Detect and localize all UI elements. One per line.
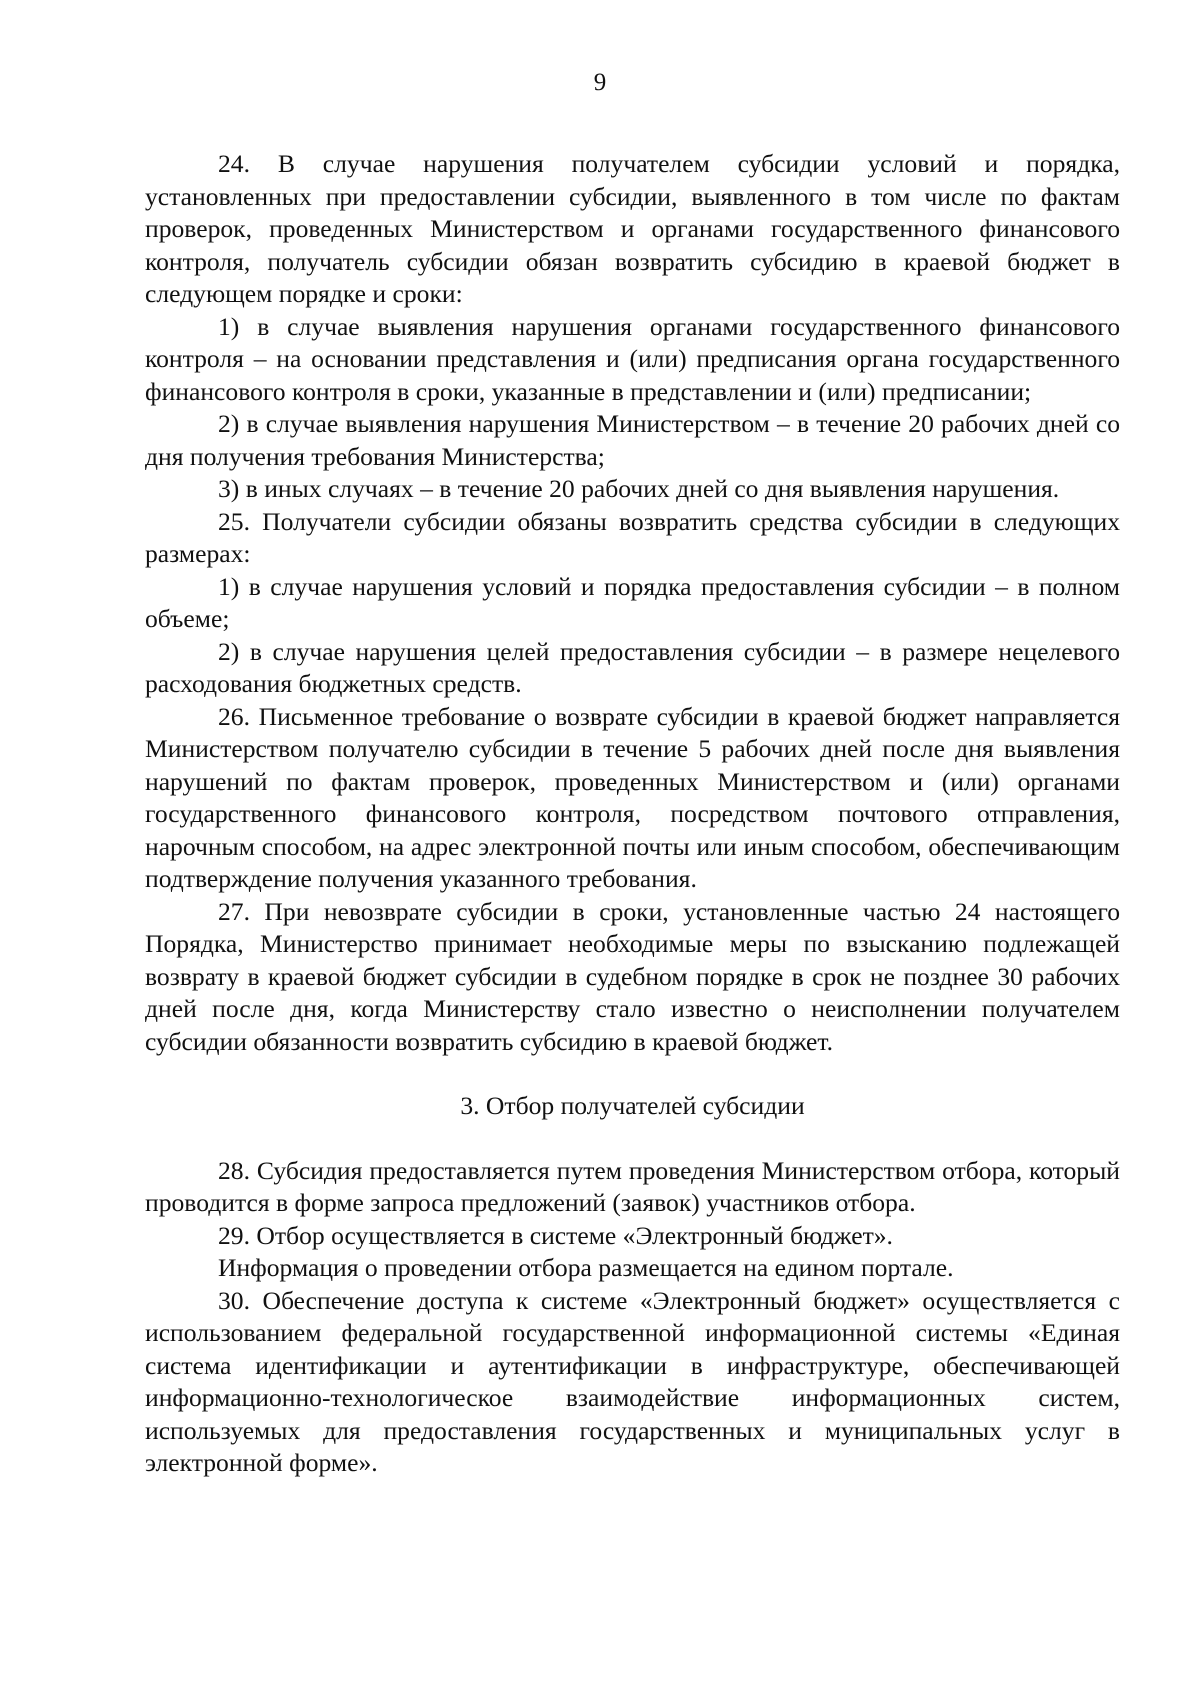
paragraph-24-item-2: 2) в случае выявления нарушения Министерством – в течение 20 рабочих дней со дня получения требования Министерства;: [145, 409, 1120, 471]
paragraph-25-item-1: 1) в случае нарушения условий и порядка предоставления субсидии – в полном объеме;: [145, 571, 1120, 633]
paragraph-28: 28. Субсидия предоставляется путем проведения Министерством отбора, который проводится в форме запроса предложений (заявок) участников отбора.: [145, 1155, 1120, 1217]
paragraph-24-item-1: 1) в случае выявления нарушения органами государственного финансового контроля – на основании представления и (или) предписания органа государственного финансового контроля в сроки, указанные в представлении и (или) предписании;: [145, 311, 1120, 406]
paragraph-27: 27. При невозврате субсидии в сроки, установленные частью 24 настоящего Порядка, Министерство принимает необходимые меры по взысканию подлежащей возврату в краевой бюджет субсидии в судебном порядке в срок не позднее 30 рабочих дней после дня, когда Министерству стало известно о неисполнении получателем субсидии обязанности возвратить субсидию в краевой бюджет.: [145, 896, 1120, 1056]
paragraph-29-info: Информация о проведении отбора размещается на едином портале.: [218, 1253, 954, 1282]
paragraph-25-item-2: 2) в случае нарушения целей предоставления субсидии – в размере нецелевого расходования бюджетных средств.: [145, 636, 1120, 698]
page-number: 9: [593, 69, 607, 96]
paragraph-29: 29. Отбор осуществляется в системе «Электронный бюджет».: [218, 1220, 893, 1250]
document-body: [145, 148, 1120, 1480]
paragraph-24: 24. В случае нарушения получателем субсидии условий и порядка, установленных при предоставлении субсидии, выявленного в том числе по фактам проверок, проведенных Министерством и органами государственного финансового контроля, получатель субсидии обязан возвратить субсидию в краевой бюджет в следующем порядке и сроки:: [145, 149, 1120, 308]
paragraph-24-item-3: 3) в иных случаях – в течение 20 рабочих дней со дня выявления нарушения.: [218, 474, 1060, 503]
paragraph-30: 30. Обеспечение доступа к системе «Электронный бюджет» осуществляется с использованием федеральной государственной информационной системы «Единая система идентификации и аутентификации в инфраструктуре, обеспечивающей информационно-технологическое взаимодействие информационных систем, используемых для предоставления государственных и муниципальных услуг в электронной форме».: [145, 1285, 1120, 1477]
section-heading: 3. Отбор получателей субсидии: [460, 1091, 805, 1120]
paragraph-25: 25. Получатели субсидии обязаны возвратить средства субсидии в следующих размерах:: [145, 506, 1120, 568]
paragraph-26: 26. Письменное требование о возврате субсидии в краевой бюджет направляется Министерством получателю субсидии в течение 5 рабочих дней после дня выявления нарушений по фактам проверок, проведенных Министерством и (или) органами государственного финансового контроля, посредством почтового отправления, нарочным способом, на адрес электронной почты или иным способом, обеспечивающим подтверждение получения указанного требования.: [145, 701, 1120, 893]
